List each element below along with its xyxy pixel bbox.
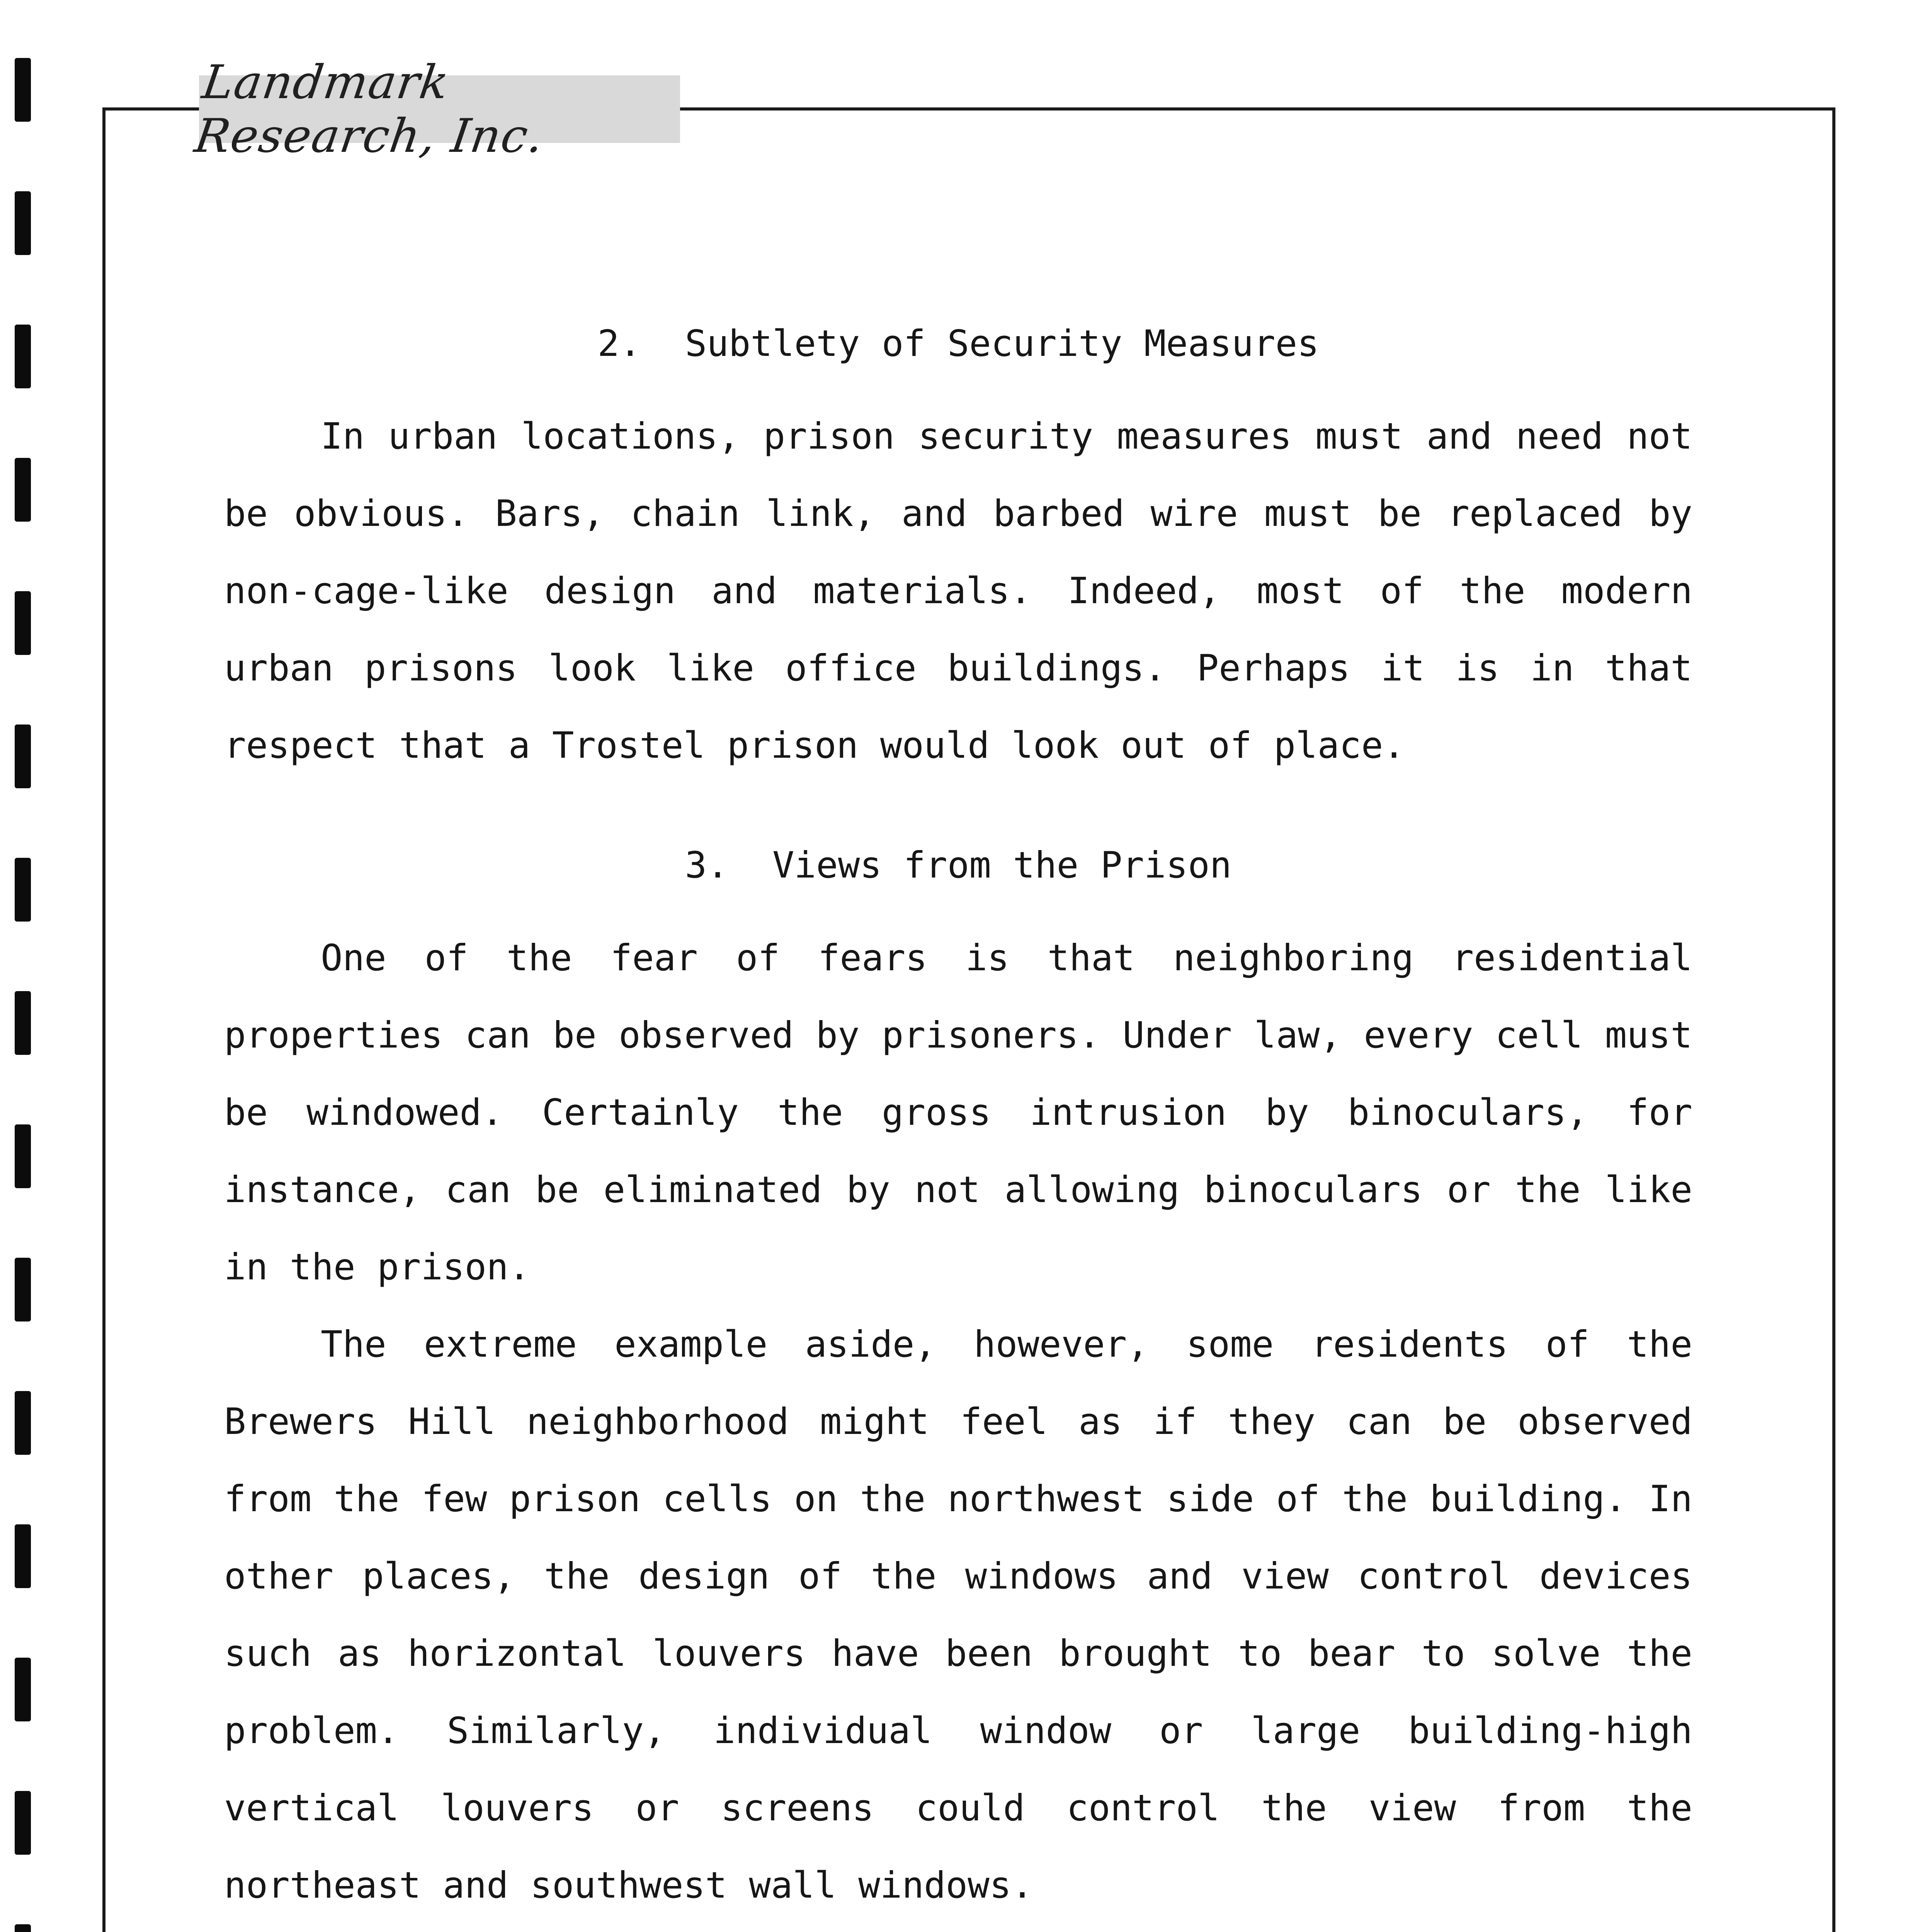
- company-logo: [191, 55, 680, 163]
- binder-punch-holes: [15, 58, 31, 1932]
- paragraph: One of the fear of fears is that neighboring residential properties can be observed by prisoners. Under law, every cell must be windowed. Certainly the gross intrusion by binoculars, for instance, can be eliminated by not allowing binoculars or the like in the prison.: [224, 937, 1692, 1288]
- punch-hole: [15, 591, 31, 655]
- punch-hole: [15, 1658, 31, 1721]
- punch-hole: [15, 1924, 31, 1932]
- punch-hole: [15, 58, 31, 122]
- punch-hole: [15, 858, 31, 922]
- punch-hole: [15, 991, 31, 1055]
- paragraph: The extreme example aside, however, some residents of the Brewers Hill neighborhood might feel as if they can be observed from the few prison cells on the northwest side of the building. In other places, the design of the windows and view control devices such as horizontal louvers have been brought to bear to solve the problem. Similarly, individual window or large building-high vertical louvers or screens could control the view from the northeast and southwest wall windows.: [224, 1323, 1692, 1906]
- punch-hole: [15, 1524, 31, 1588]
- section-heading: 3. Views from the Prison: [685, 844, 1232, 886]
- logo-text: Landmark Research, Inc.: [191, 55, 548, 163]
- punch-hole: [15, 1391, 31, 1455]
- punch-hole: [15, 724, 31, 788]
- punch-hole: [15, 1791, 31, 1855]
- punch-hole: [15, 1124, 31, 1188]
- punch-hole: [15, 458, 31, 522]
- punch-hole: [15, 191, 31, 255]
- paragraph: In urban locations, prison security measures must and need not be obvious. Bars, chain link, and barbed wire must be replaced by non-cage-like design and materials. Indeed, most of the modern urban prisons look like office buildings. Perhaps it is in that respect that a Trostel prison would look out of place.: [224, 415, 1692, 767]
- document-body: [224, 321, 1692, 1924]
- punch-hole: [15, 325, 31, 388]
- section-heading: 2. Subtlety of Security Measures: [597, 323, 1319, 365]
- punch-hole: [15, 1258, 31, 1321]
